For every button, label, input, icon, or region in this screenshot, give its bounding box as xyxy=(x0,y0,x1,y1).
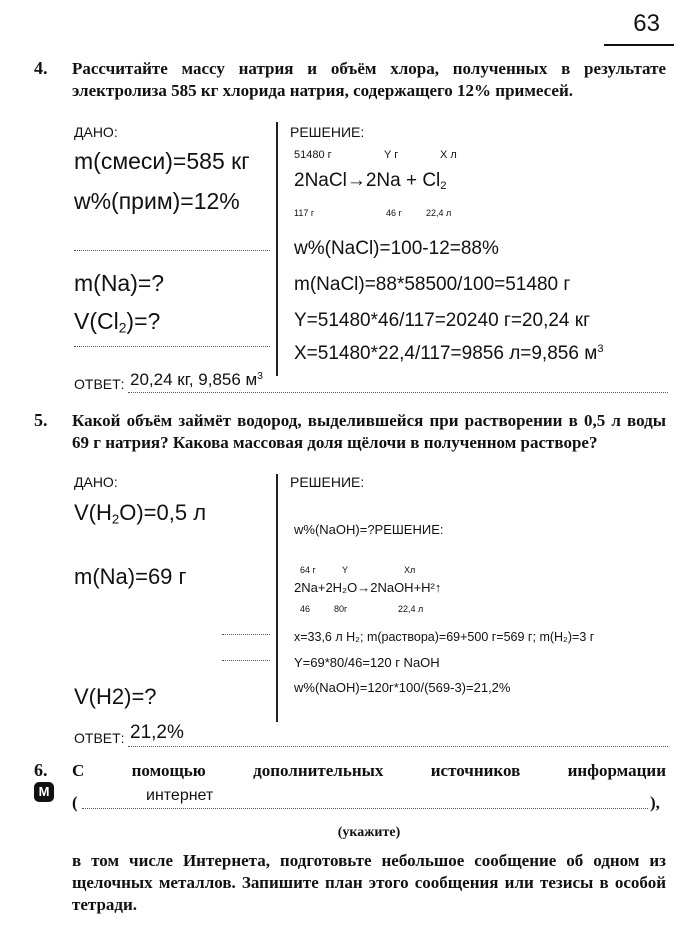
task-4-given-dotline-1 xyxy=(74,250,270,251)
task-6-paren-open: ( xyxy=(72,793,78,812)
task-4-solution-line-3: Y=51480*46/117=20240 г=20,24 кг xyxy=(294,310,591,331)
task-5-equation: 2Na+2H₂O→2NaOH+H²↑ xyxy=(294,580,442,595)
task-4-annot-bottom-1: 117 г xyxy=(294,208,315,218)
task-5-divider xyxy=(276,474,278,722)
task-4-annot-top-1: 51480 г xyxy=(294,149,332,161)
page-number: 63 xyxy=(633,10,660,37)
task-6-line-1: С помощью дополнительных источников информации xyxy=(72,761,666,780)
task-4-text: Рассчитайте массу натрия и объём хлора, полученных в результате электролиза 585 кг хлорида натрия, содержащего 12% примесей. xyxy=(72,59,666,100)
task-5-annot-bottom-3: 22,4 л xyxy=(398,604,424,614)
m-badge-icon: M xyxy=(34,782,54,802)
task-5-text: Какой объём займёт водород, выделившейся при растворении в 0,5 л воды 69 г натрия? Какова массовая доля щёлочи в полученном растворе? xyxy=(72,411,666,452)
task-4-answer-label: ОТВЕТ: xyxy=(74,376,125,392)
task-5-number: 5. xyxy=(34,410,48,430)
task-5-annot-top-3: Xл xyxy=(404,565,416,575)
task-5-solution-head: w%(NaOH)=?РЕШЕНИЕ: xyxy=(294,522,444,537)
task-4-annot-bottom-3: 22,4 л xyxy=(426,208,452,218)
page-number-rule xyxy=(604,44,674,46)
task-5-solution-label: РЕШЕНИЕ: xyxy=(290,474,365,490)
task-4-annot-top-3: X л xyxy=(440,149,457,161)
task-4-solution-line-2: m(NaCl)=88*58500/100=51480 г xyxy=(294,274,571,295)
task-4-number: 4. xyxy=(34,58,48,78)
task-5-answer-line xyxy=(128,746,668,747)
task-5-given-water: $V(H_2O)=0,5$ л xyxy=(74,500,207,527)
task-4-annot-top-2: Y г xyxy=(384,149,399,161)
task-5-given-dotline-2 xyxy=(222,660,270,661)
task-5-answer: 21,2% xyxy=(130,722,184,743)
task-4-find-chlorine: $V(Cl_2)=$? xyxy=(74,308,161,336)
task-6-fill-line xyxy=(82,808,648,809)
task-5-solution-line-1: x=33,6 л H₂; m(раствора)=69+500 г=569 г; m(H₂)=3 г xyxy=(294,630,595,644)
task-5-given-sodium: m(Na)=69 г xyxy=(74,564,187,589)
task-4-solution-line-4: X=51480*22,4/117=9856 л=9,856 $м^3$ xyxy=(294,343,604,364)
task-5-solution-line-3: w%(NaOH)=120г*100/(569-3)=21,2% xyxy=(294,680,511,695)
task-4-annot-bottom-2: 46 г xyxy=(386,208,402,218)
task-5-solution-line-2: Y=69*80/46=120 г NaOH xyxy=(294,655,440,670)
task-4-given-mixture: m(смеси)=585 кг xyxy=(74,148,250,174)
task-6-hint: (укажите) xyxy=(337,825,401,840)
task-4-solution-label: РЕШЕНИЕ: xyxy=(290,124,365,140)
task-5-given-dotline-1 xyxy=(222,634,270,635)
task-5-annot-bottom-2: 80г xyxy=(334,604,348,614)
task-4-equation: 2NaCl→2Na + $Cl_2$ xyxy=(294,170,447,192)
task-6-paren-close: ), xyxy=(650,793,660,812)
task-4-given-impurity: w%(прим)=12% xyxy=(74,188,240,214)
task-6-filled-source: интернет xyxy=(146,787,214,804)
task-4-find-sodium: m(Na)=? xyxy=(74,270,165,296)
task-4-given-dotline-2 xyxy=(74,346,270,347)
task-4-solution-line-1: w%(NaCl)=100-12=88% xyxy=(294,238,499,259)
task-4-answer: 20,24 кг, 9,856 $м^3$ xyxy=(130,370,263,389)
task-6-text: в том числе Интернета, подготовьте небольшое сообщение об одном из щелочных металлов. Запишите план этого сообщения или тезисы в особой тетради. xyxy=(72,851,666,914)
task-5-annot-top-1: 64 г xyxy=(300,565,316,575)
task-5-annot-bottom-1: 46 xyxy=(300,604,311,614)
task-4-divider xyxy=(276,122,278,376)
task-5-find-hydrogen: V(H2)=? xyxy=(74,684,157,709)
task-5-given-label: ДАНО: xyxy=(74,474,118,490)
task-6-number: 6. xyxy=(34,760,48,780)
task-5-annot-top-2: Y xyxy=(342,565,349,575)
task-4-given-label: ДАНО: xyxy=(74,124,118,140)
task-4-answer-line xyxy=(128,392,668,393)
task-5-answer-label: ОТВЕТ: xyxy=(74,730,125,746)
